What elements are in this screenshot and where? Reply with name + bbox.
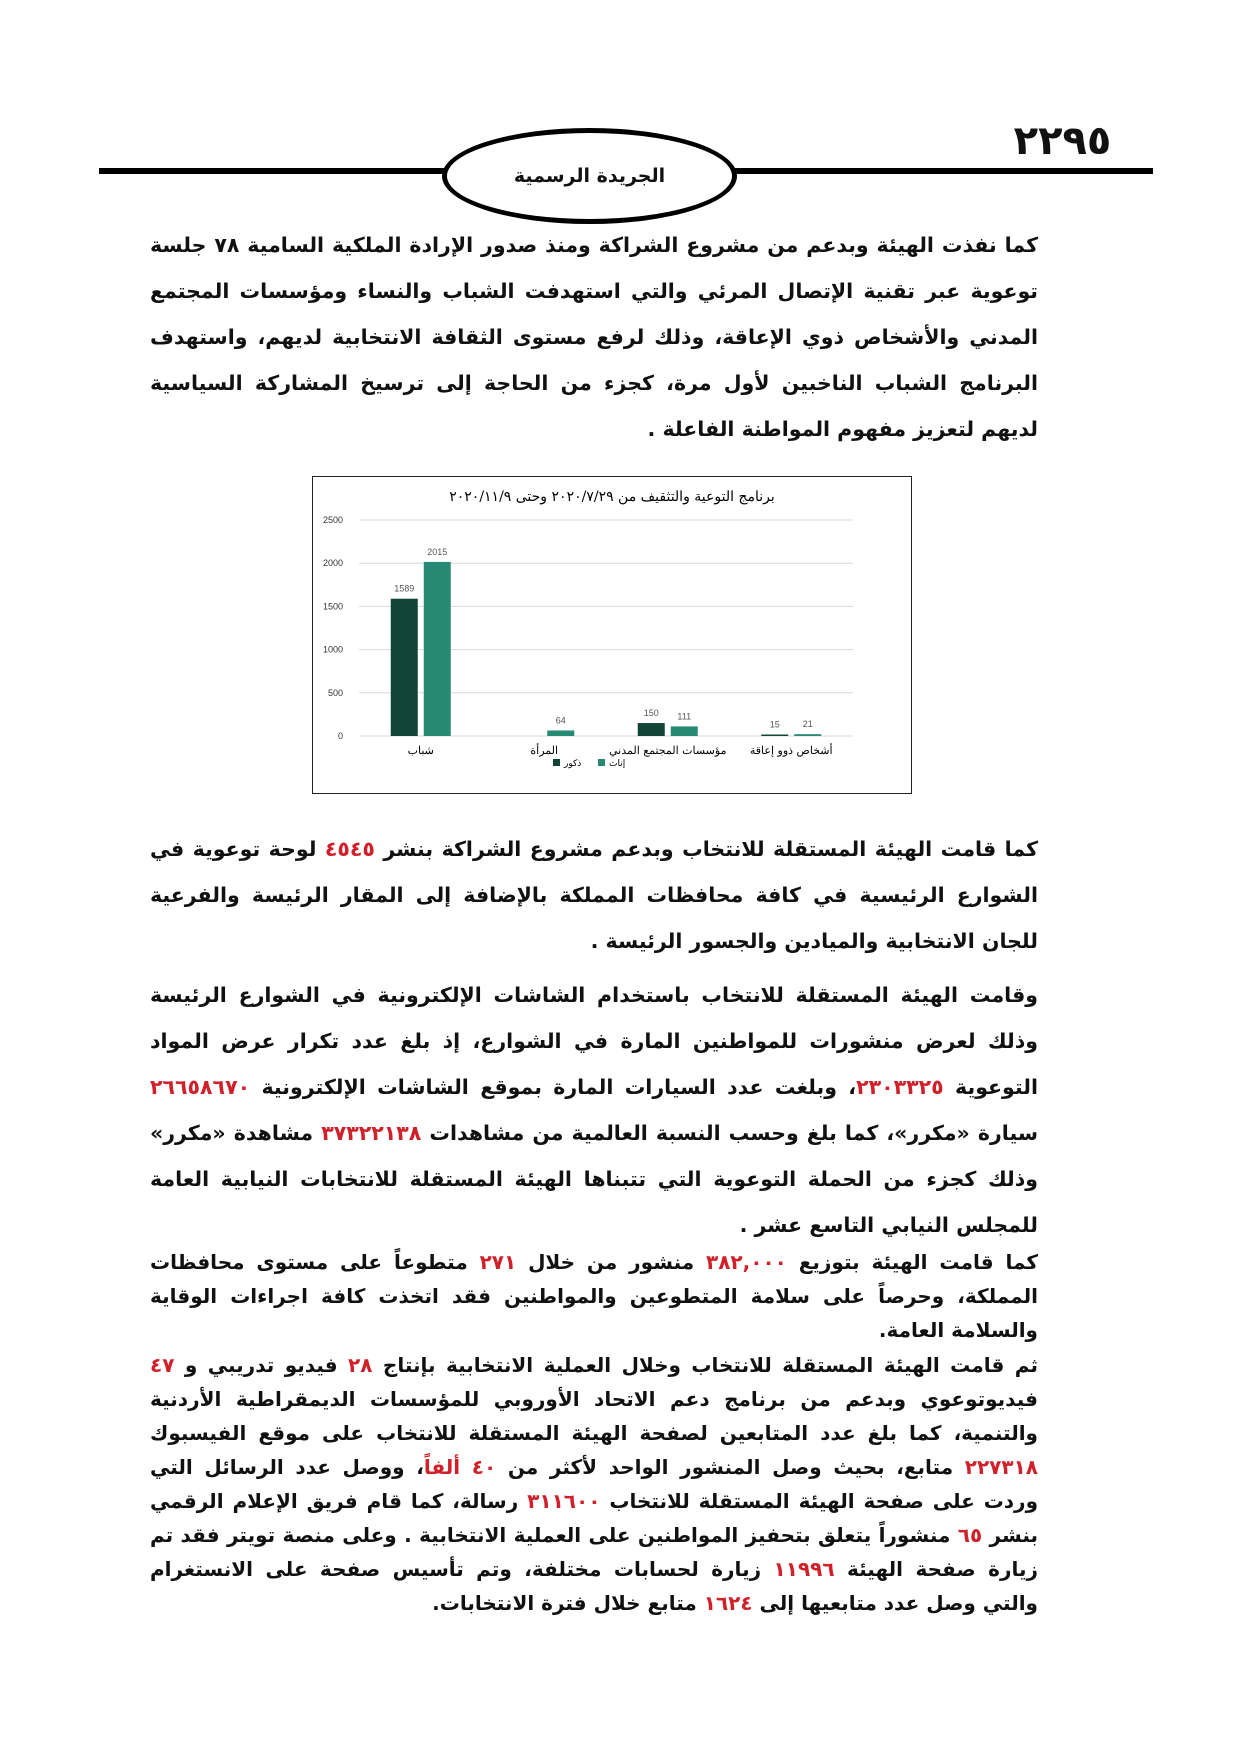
paragraph [150, 826, 1038, 964]
paragraph-text: متابع، بحيث وصل المنشور الواحد لأكثر من [496, 1455, 965, 1479]
paragraph-text: كما نفذت الهيئة وبدعم من مشروع الشراكة ومنذ صدور الإرادة الملكية السامية ٧٨ جلسة توعوية عبر تقنية الإتصال المرئي والتي استهدفت الشباب والنساء ومؤسسات المجتمع المدني والأشخاص ذوي الإعاقة، وذلك لرفع مستوى الثقافة الانتخابية لديهم، واستهدف البرنامج الشباب الناخبين لأول مرة، كجزء من الحاجة إلى ترسيخ المشاركة السياسية لديهم لتعزيز مفهوم المواطنة الفاعلة . [150, 233, 1039, 441]
bar-female [547, 730, 574, 736]
y-tick-label: 0 [337, 731, 343, 741]
paragraph-text: فيديو تدريبي و [174, 1353, 349, 1377]
highlighted-number: ٣١١٦٠٠ [527, 1489, 601, 1513]
data-label: 64 [555, 715, 566, 726]
legend-label-female: إناث [609, 759, 626, 769]
paragraph [150, 972, 1038, 1248]
paragraph-text: منشوراً يتعلق بتحفيز المواطنين على العملية الانتخابية . وعلى منصة تويتر فقد تم زيارة صفحة الهيئة [150, 1523, 1039, 1581]
paragraph-text: ثم قامت الهيئة المستقلة للانتخاب وخلال العملية الانتخابية بإنتاج [372, 1353, 1038, 1377]
data-label: 15 [769, 719, 780, 730]
y-tick-label: 1000 [322, 644, 343, 655]
paragraph-text: رسالة، كما قام فريق الإعلام الرقمي بنشر [150, 1489, 1039, 1547]
highlighted-number: ١١٩٩٦ [773, 1557, 835, 1581]
x-tick-label: المرأة [530, 744, 559, 757]
bar-female [424, 562, 451, 736]
bar-male [391, 599, 418, 736]
y-tick-label: 1500 [322, 601, 343, 612]
highlighted-number: ٢٣٠٣٣٢٥ [856, 1075, 944, 1099]
paragraph-text: زيارة لحسابات مختلفة، وتم تأسيس صفحة على الانستغرام والتي وصل عدد متابعيها إلى [150, 1557, 1038, 1615]
highlighted-number: ٤٥٤٥ [324, 837, 375, 861]
bar-male [761, 735, 788, 737]
data-label: 21 [802, 719, 813, 730]
paragraph-text: منشور من خلال [516, 1250, 707, 1274]
y-tick-label: 2500 [322, 515, 343, 525]
paragraph-text: فيديوتوعوي وبدعم من برنامج دعم الاتحاد الأوروبي للمؤسسات الديمقراطية الأردنية والتنمية، كما بلغ عدد المتابعين لصفحة الهيئة المستقلة للانتخاب على موقع الفيسبوك [150, 1387, 1038, 1445]
bar-female [671, 726, 698, 736]
paragraph-text: مشاهدة «مكرر» وذلك كجزء من الحملة التوعوية التي تتبناها الهيئة المستقلة للانتخابات النيابية العامة للمجلس النيابي التاسع عشر . [150, 1121, 1038, 1237]
highlighted-number: ١٦٢٤ [703, 1591, 753, 1615]
y-tick-label: 2000 [322, 558, 343, 569]
paragraph-text: لوحة توعوية في الشوارع الرئيسية في كافة محافظات المملكة بالإضافة إلى المقار الرئيسة والفرعية للجان الانتخابية والميادين والجسور الرئيسة . [150, 837, 1038, 953]
paragraph-text: سيارة «مكرر»، كما بلغ وحسب النسبة العالمية من مشاهدات [421, 1121, 1038, 1145]
paragraph-text: كما قامت الهيئة بتوزيع [786, 1250, 1039, 1274]
page-number: ٢٢٩٥ [1013, 118, 1112, 164]
publication-title: الجريدة الرسمية [513, 165, 666, 187]
paragraph [150, 1245, 1038, 1347]
legend-swatch-male [553, 759, 560, 766]
chart-title: برنامج التوعية والتثقيف من ٢٠٢٠/٧/٢٩ وحتى ٢٠٢٠/١١/٩ [449, 489, 775, 505]
paragraph-text: متطوعاً على مستوى محافظات المملكة، وحرصاً على سلامة المتطوعين والمواطنين فقد اتخذت كافة اجراءات الوقاية والسلامة العامة. [150, 1250, 1038, 1342]
bar-male [638, 723, 665, 736]
highlighted-number: ٢٢٧٣١٨ [964, 1455, 1039, 1479]
bar-chart [312, 476, 912, 794]
highlighted-number: ٢٨ [348, 1353, 373, 1377]
paragraph-text: وقامت الهيئة المستقلة للانتخاب باستخدام الشاشات الإلكترونية في الشوارع الرئيسة وذلك لعرض منشورات للمواطنين المارة في الشوارع، إذ بلغ عدد تكرار عرض المواد التوعوية [150, 983, 1038, 1099]
highlighted-number: ٦٥ [957, 1523, 983, 1547]
data-label: 150 [643, 708, 659, 719]
paragraph-text: ، ووصل عدد الرسائل التي وردت على صفحة الهيئة المستقلة للانتخاب [150, 1455, 1038, 1513]
bar-female [794, 734, 821, 736]
data-label: 111 [677, 711, 692, 722]
legend-swatch-female [598, 759, 605, 766]
paragraph-text: متابع خلال فترة الانتخابات. [432, 1591, 704, 1615]
highlighted-number: ٢٧١ [479, 1250, 517, 1274]
y-tick-label: 500 [327, 687, 343, 698]
data-label: 2015 [427, 546, 448, 557]
chart-svg [313, 477, 911, 793]
highlighted-number: ٢٦٦٥٨٦٧٠ [150, 1075, 251, 1099]
publication-emblem [442, 128, 737, 224]
x-tick-label: شباب [407, 744, 434, 757]
legend-label-male: ذكور [564, 759, 582, 769]
highlighted-number: ٤٧ [150, 1353, 175, 1377]
paragraph [150, 222, 1038, 452]
highlighted-number: ٤٠ ألفاً [423, 1455, 497, 1479]
paragraph [150, 1348, 1038, 1620]
paragraph-text: ، وبلغت عدد السيارات المارة بموقع الشاشات الإلكترونية [250, 1075, 857, 1099]
highlighted-number: ٣٨٢,٠٠٠ [706, 1250, 787, 1274]
x-tick-label: مؤسسات المجتمع المدني [609, 744, 727, 757]
paragraph-text: كما قامت الهيئة المستقلة للانتخاب وبدعم مشروع الشراكة بنشر [374, 837, 1038, 861]
x-tick-label: أشخاص ذوو إعاقة [749, 744, 833, 757]
data-label: 1589 [394, 583, 415, 594]
highlighted-number: ٣٧٣٢٢١٣٨ [321, 1121, 422, 1145]
